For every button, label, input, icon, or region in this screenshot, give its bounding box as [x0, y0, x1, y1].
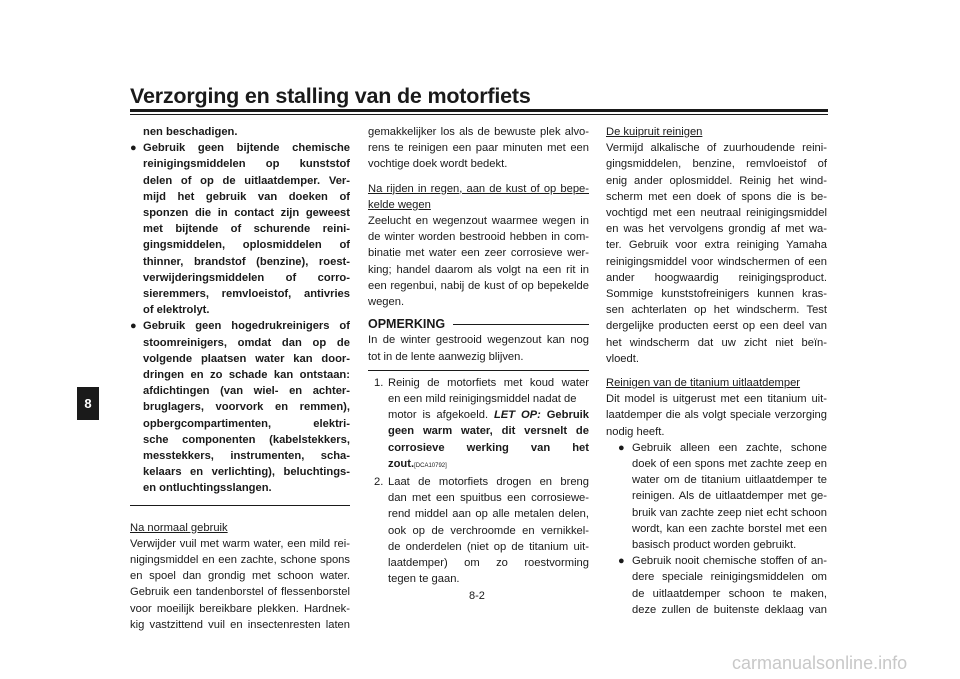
text-line: een regenbui, nabij de kust of op bepekelde — [368, 279, 589, 292]
text-line: dringen en zo schade kan ontstaan: — [143, 369, 350, 382]
bullet-icon: ● — [130, 142, 137, 155]
text-line: sen achterlaten op het windscherm. Test — [606, 304, 827, 317]
text-line: en een mild reinigingsmiddel nadat de — [388, 393, 577, 406]
text-line: nodig heeft. — [606, 425, 665, 438]
text-line: reinigingsmiddel voor windschermen of een — [606, 255, 827, 268]
text-line: de uitlaatdemper schoon te maken, — [632, 587, 827, 600]
text-line: Gebruik een tandenborstel of flessenborstel — [130, 586, 350, 599]
step-2 — [368, 474, 589, 587]
text-line: rens te reinigen een paar minuten met een — [368, 142, 589, 155]
text-line: Reinig de motorfiets met koud water — [388, 376, 589, 389]
text-line: Gebruik geen bijtende chemische — [143, 142, 350, 155]
note-text — [368, 332, 589, 364]
step-number: 2. — [374, 476, 384, 489]
text-line: het windscherm dat uw zicht niet beïn- — [606, 336, 827, 349]
warning-end-rule — [130, 505, 350, 506]
text-line: Vermijd alkalische of zuurhoudende reini- — [606, 142, 827, 155]
header-rule — [130, 109, 828, 112]
paragraph — [130, 536, 350, 633]
watermark: carmanualsonline.info — [732, 653, 908, 673]
text-line: Gebruik geen hogedrukreinigers of — [143, 320, 350, 333]
text-line: voor moeilijk bereikbare plekken. Hardnek- — [130, 602, 350, 615]
text-line: kig vastzittend vuil en insectenresten laten — [130, 618, 350, 631]
page-number: 8-2 — [469, 590, 485, 602]
note-end-rule — [368, 370, 589, 371]
text-line: tegen te gaan. — [388, 573, 460, 586]
text-line: laatdemper die als volgt speciale verzorging — [606, 409, 827, 422]
text-line: en was het vervolgens grondig af met wa- — [606, 223, 827, 236]
paragraph — [606, 140, 827, 367]
text-line: de winter worden bestrooid hebben in com- — [368, 231, 589, 244]
text-line: Verwijder vuil met warm water, een mild rei- — [130, 537, 350, 550]
note-header — [368, 316, 589, 332]
text-line: wordt, kan een zachte borstel met een — [632, 522, 827, 535]
text-line: king; handel daarom als volgt na een rit in — [368, 263, 589, 276]
text-line: sieremmers, remvloeistof, antivries — [143, 288, 350, 301]
text-line: tot in de lente aanwezig blijven. — [368, 350, 524, 363]
bullet-icon: ● — [618, 555, 625, 568]
text-line: dere speciale reinigingsmiddelen om — [632, 571, 827, 584]
text-line: Dit model is uitgerust met een titanium uit- — [606, 393, 827, 406]
text-line: enig ander oplosmiddel. Reinig het wind- — [606, 174, 827, 187]
section-heading — [368, 181, 589, 213]
text-line: dan met een spuitbus een corrosiewe- — [388, 492, 589, 505]
text-line: of elektrolyt. — [143, 304, 210, 317]
caution-line: geen warm water, dit versnelt de — [388, 425, 589, 438]
care-bullet-2 — [606, 553, 827, 618]
text-line: binatie met water een zeer corrosieve wer- — [368, 247, 589, 260]
text-line: In de winter gestrooid wegenzout kan nog — [368, 334, 589, 347]
paragraph — [368, 124, 589, 173]
warning-bullet-1 — [130, 140, 350, 318]
text-line: ander hoogwaardig reinigingsproduct. — [606, 271, 827, 284]
text-line: nen beschadigen. — [143, 126, 238, 138]
text-line: scherm met een doek of spons die is be- — [606, 190, 827, 203]
column-1 — [130, 124, 350, 633]
text-line: met bijtende of schurende reini- — [143, 223, 350, 236]
text-line: afdichtingen (van wiel- en achter- — [143, 385, 350, 398]
text-line: reinigen. Als de uitlaatdemper met ge- — [632, 490, 827, 503]
text-line: mijd het gebruik van doeken of — [143, 190, 350, 203]
text-line: vloedt. — [606, 352, 639, 365]
text-line: doek of een spons met zachte zeep en — [632, 458, 827, 471]
text-line: bruik van zachte zeep niet echt schoon — [632, 506, 827, 519]
section-heading: Na normaal gebruik — [130, 521, 228, 534]
text-line: Zeelucht en wegenzout waarmee wegen in — [368, 215, 589, 228]
text-line: sponzen die in contact zijn geweest — [143, 207, 350, 220]
column-3 — [606, 124, 827, 618]
text-line: Gebruik nooit chemische stoffen of an- — [632, 555, 827, 568]
text-line: Laat de motorfiets drogen en breng — [388, 476, 589, 489]
bullet-icon: ● — [618, 441, 625, 454]
text-line: ook op de verchroomde en vernikkel- — [388, 524, 589, 537]
note-rule — [453, 324, 589, 325]
paragraph — [368, 213, 589, 310]
page-title: Verzorging en stalling van de motorfiets — [130, 84, 531, 108]
text-line: gingsmiddelen, benzine, remvloeistof of — [606, 158, 827, 171]
care-bullet-1 — [606, 440, 827, 553]
step-1 — [368, 375, 589, 474]
section-heading: De kuipruit reinigen — [606, 126, 703, 138]
text-line: gemakkelijker los als de bewuste plek alvo- — [368, 126, 589, 138]
step-1-text: motor is afgekoeld. — [388, 409, 489, 422]
text-line: Na rijden in regen, aan de kust of op bepe- — [368, 182, 589, 195]
text-line: nigingsmiddel en een zachte, schone spons — [130, 554, 350, 567]
text-line: en spoel dan grondig met schoon water. — [130, 570, 350, 583]
text-line: Sommige kunststofreinigers kunnen kras- — [606, 288, 827, 301]
text-line: de onderdelen (niet op de titanium uit- — [388, 540, 589, 553]
text-line: laatdemper) om zo roestvorming — [388, 557, 589, 570]
caution-label: LET OP: — [493, 409, 541, 422]
text-line: dergelijke producten eerst op een deel van — [606, 320, 827, 333]
step-number: 1. — [374, 376, 384, 389]
text-line: Gebruik alleen een zachte, schone — [632, 441, 827, 454]
paragraph — [606, 391, 827, 440]
caution-line: corrosieve werking van het — [388, 441, 589, 454]
column-2 — [368, 124, 589, 587]
text-line: reinigingsmiddelen op kunststof — [143, 158, 350, 171]
header-rule-thin — [130, 114, 828, 115]
text-line: wegen. — [368, 296, 405, 309]
text-line: delen of op de uitlaatdemper. Ver- — [143, 174, 350, 187]
text-line: messtekkers, instrumenten, scha- — [143, 450, 350, 463]
text-line: verwijderingsmiddelen of corro- — [143, 271, 350, 284]
text-line: stoomreinigers, omdat dan op de — [143, 336, 350, 349]
warning-bullet-2 — [130, 318, 350, 496]
text-line: gingsmiddelen, oplosmiddelen of — [143, 239, 350, 252]
text-line: vochtige doek wordt bedekt. — [368, 158, 508, 171]
reference-code: [DCA10792] — [414, 462, 447, 469]
text-line: kelaars en verlichting), beluchtings- — [143, 466, 350, 479]
text-line: basisch product worden gebruikt. — [632, 539, 797, 552]
text-line: bruglagers, voorvork en remmen), — [143, 401, 350, 414]
text-line: en ontluchtingsslangen. — [143, 482, 272, 495]
note-title: OPMERKING — [368, 317, 446, 332]
text-line: rend middel aan op alle metalen delen, — [388, 508, 589, 521]
text-line: water om de titanium uitlaatdemper te — [632, 474, 827, 487]
text-line: vochtigd met een neutraal reinigingsmiddel — [606, 207, 827, 220]
text-line: sche componenten (kabelstekkers, — [143, 433, 350, 446]
warning-intro — [130, 124, 350, 140]
section-heading: Reinigen van de titanium uitlaatdemper — [606, 377, 801, 390]
section-tab: 8 — [77, 387, 99, 420]
step-1-line — [388, 407, 589, 423]
caution-last-word: zout. — [388, 457, 415, 470]
text-line: kelde wegen — [368, 198, 431, 211]
text-line: ter. Gebruik voor extra reiniging Yamaha — [606, 239, 827, 252]
bullet-icon: ● — [130, 320, 137, 333]
caution-first-word: Gebruik — [546, 409, 589, 422]
text-line: thinner, brandstof (benzine), roest- — [143, 255, 350, 268]
text-line: deze zullen de buitenste deklaag van — [632, 603, 827, 616]
text-line: opbergcompartimenten, elektri- — [143, 417, 350, 430]
text-line: volgende plaatsen water kan door- — [143, 352, 350, 365]
